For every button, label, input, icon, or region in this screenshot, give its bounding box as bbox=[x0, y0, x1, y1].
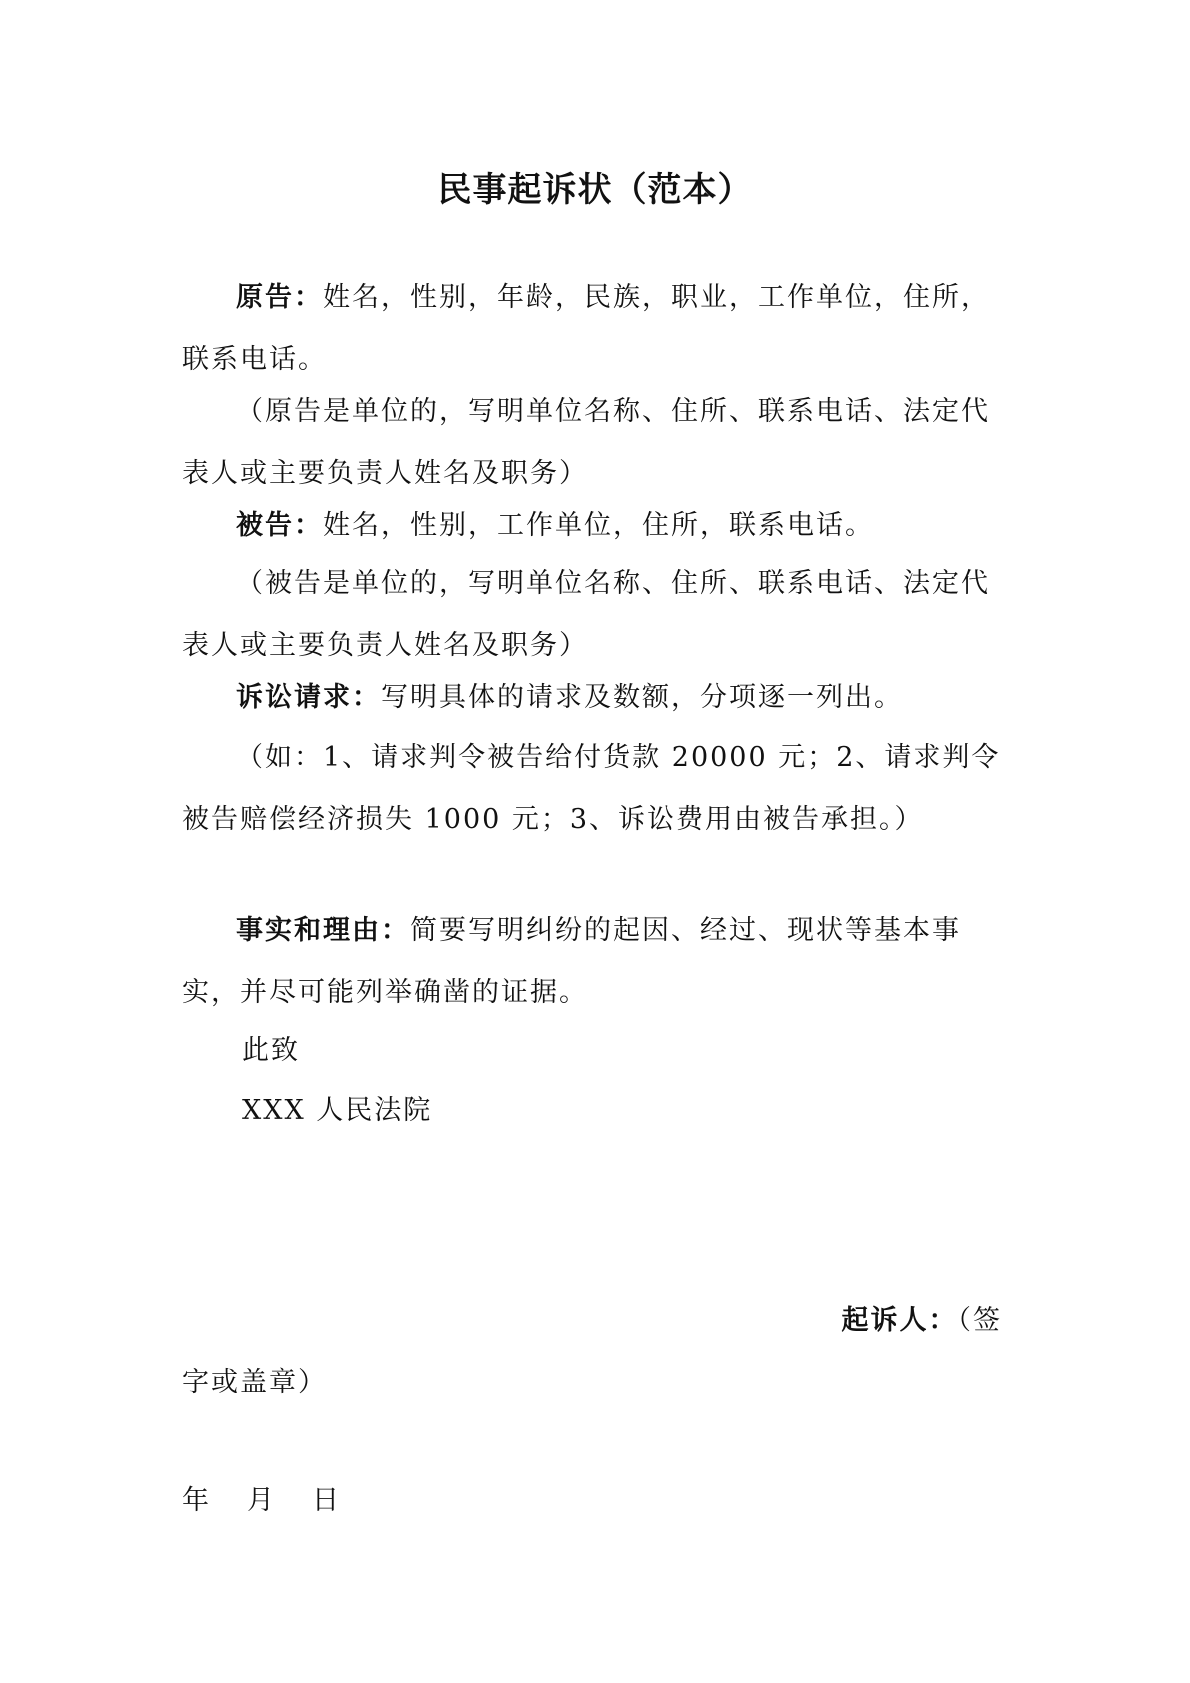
document-title: 民事起诉状（范本） bbox=[437, 170, 753, 210]
date-line bbox=[182, 1470, 341, 1532]
court-name: XXX 人民法院 bbox=[242, 1095, 433, 1126]
plaintiff-paragraph bbox=[182, 267, 1002, 391]
defendant-paragraph bbox=[182, 495, 1002, 557]
defendant-note: （被告是单位的，写明单位名称、住所、联系电话、法定代表人或主要负责人姓名及职务） bbox=[182, 568, 990, 661]
date-month: 月 bbox=[247, 1485, 276, 1516]
facts-label: 事实和理由： bbox=[236, 915, 410, 946]
signature-line bbox=[182, 1290, 1002, 1352]
claims-label: 诉讼请求： bbox=[236, 682, 381, 713]
signature-label: 起诉人： bbox=[841, 1305, 958, 1336]
defendant-label: 被告： bbox=[236, 510, 323, 541]
defendant-text: 姓名，性别，工作单位，住所，联系电话。 bbox=[323, 510, 874, 541]
claims-paragraph bbox=[182, 667, 1002, 729]
date-day: 日 bbox=[312, 1485, 341, 1516]
signature-text-line2: 字或盖章） bbox=[182, 1367, 327, 1398]
date-year: 年 bbox=[182, 1485, 211, 1516]
plaintiff-text: 姓名，性别，年龄，民族，职业，工作单位，住所，联系电话。 bbox=[182, 282, 990, 375]
claims-text: 写明具体的请求及数额，分项逐一列出。 bbox=[381, 682, 903, 713]
facts-text: 简要写明纠纷的起因、经过、现状等基本事实，并尽可能列举确凿的证据。 bbox=[182, 915, 961, 1008]
claims-note: （如：1、请求判令被告给付货款 20000 元；2、请求判令被告赔偿经济损失 1000 元；3、诉讼费用由被告承担。） bbox=[182, 742, 1001, 835]
facts-paragraph bbox=[182, 900, 1002, 1024]
signature-text-line1: （签 bbox=[957, 1305, 1002, 1336]
plaintiff-label: 原告： bbox=[236, 282, 323, 313]
salutation: 此致 bbox=[242, 1035, 300, 1066]
plaintiff-note: （原告是单位的，写明单位名称、住所、联系电话、法定代表人或主要负责人姓名及职务） bbox=[182, 396, 990, 489]
